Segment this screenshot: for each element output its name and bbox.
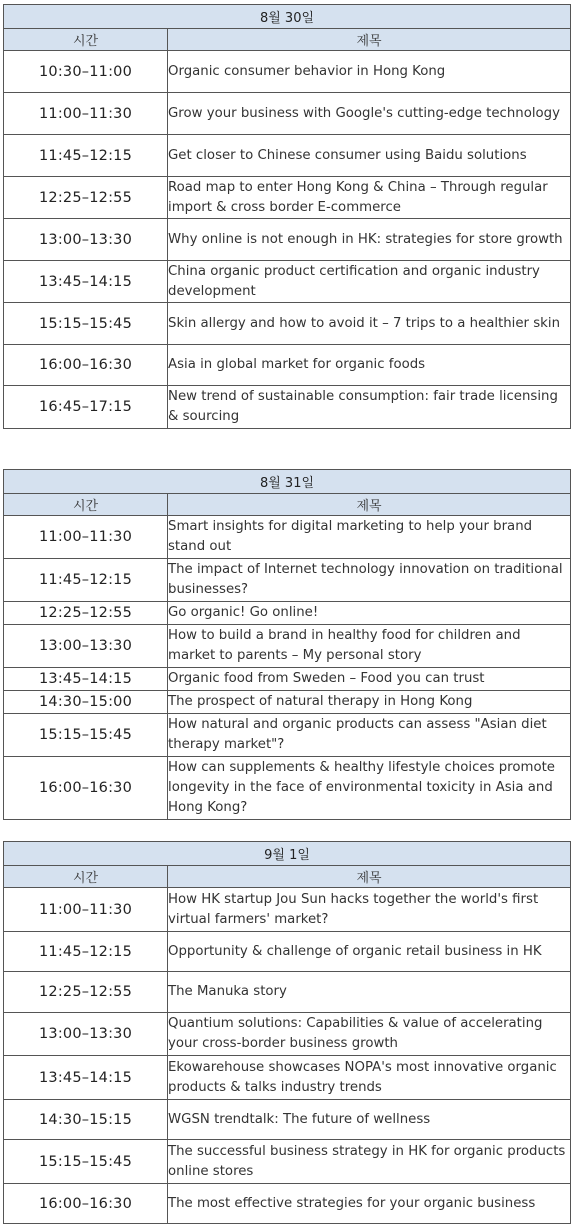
session-time: 11:45–12:15	[4, 135, 168, 177]
session-title: New trend of sustainable consumption: fair trade licensing & sourcing	[168, 386, 571, 429]
session-time: 13:45–14:15	[4, 1056, 168, 1100]
session-title: The most effective strategies for your organic business	[168, 1184, 571, 1224]
session-title: The successful business strategy in HK for organic products online stores	[168, 1140, 571, 1184]
session-time: 14:30–15:15	[4, 1100, 168, 1140]
time-column-header: 시간	[4, 866, 168, 888]
session-time: 11:00–11:30	[4, 93, 168, 135]
table-row	[4, 219, 571, 261]
table-row	[4, 303, 571, 345]
schedule-table-aug30	[3, 4, 571, 429]
session-time: 10:30–11:00	[4, 51, 168, 93]
table-row	[4, 261, 571, 303]
session-title: Opportunity & challenge of organic retail business in HK	[168, 932, 571, 972]
table-row	[4, 1013, 571, 1056]
session-title: How to build a brand in healthy food for children and market to parents – My personal story	[168, 625, 571, 668]
table-row	[4, 386, 571, 429]
session-time: 16:00–16:30	[4, 345, 168, 386]
session-title: The prospect of natural therapy in Hong Kong	[168, 691, 571, 714]
table-row	[4, 602, 571, 625]
session-time: 12:25–12:55	[4, 972, 168, 1013]
table-row	[4, 625, 571, 668]
table-row	[4, 1140, 571, 1184]
session-title: Quantium solutions: Capabilities & value of accelerating your cross-border business growth	[168, 1013, 571, 1056]
session-time: 15:15–15:45	[4, 714, 168, 757]
session-title: Ekowarehouse showcases NOPA's most innovative organic products & talks industry trends	[168, 1056, 571, 1100]
session-title: Go organic! Go online!	[168, 602, 571, 625]
session-time: 16:00–16:30	[4, 757, 168, 820]
session-time: 11:45–12:15	[4, 932, 168, 972]
time-column-header: 시간	[4, 494, 168, 516]
session-title: Asia in global market for organic foods	[168, 345, 571, 386]
session-time: 15:15–15:45	[4, 303, 168, 345]
session-title: Smart insights for digital marketing to help your brand stand out	[168, 516, 571, 559]
date-header: 8월 30일	[4, 5, 571, 29]
table-row	[4, 51, 571, 93]
session-time: 11:00–11:30	[4, 888, 168, 932]
session-time: 14:30–15:00	[4, 691, 168, 714]
session-title: The Manuka story	[168, 972, 571, 1013]
table-row	[4, 932, 571, 972]
session-title: Grow your business with Google's cutting-edge technology	[168, 93, 571, 135]
table-row	[4, 714, 571, 757]
session-title: WGSN trendtalk: The future of wellness	[168, 1100, 571, 1140]
table-row	[4, 1184, 571, 1224]
session-time: 16:00–16:30	[4, 1184, 168, 1224]
table-row	[4, 93, 571, 135]
session-title: How can supplements & healthy lifestyle choices promote longevity in the face of environmental toxicity in Asia and Hong Kong?	[168, 757, 571, 820]
table-row	[4, 757, 571, 820]
time-column-header: 시간	[4, 29, 168, 51]
session-title: Organic food from Sweden – Food you can trust	[168, 668, 571, 691]
session-time: 12:25–12:55	[4, 602, 168, 625]
table-row	[4, 1100, 571, 1140]
table-row	[4, 668, 571, 691]
session-title: The impact of Internet technology innovation on traditional businesses?	[168, 559, 571, 602]
table-row	[4, 135, 571, 177]
session-title: Why online is not enough in HK: strategies for store growth	[168, 219, 571, 261]
session-time: 11:45–12:15	[4, 559, 168, 602]
table-row	[4, 345, 571, 386]
session-title: How HK startup Jou Sun hacks together the world's first virtual farmers' market?	[168, 888, 571, 932]
table-row	[4, 1056, 571, 1100]
session-time: 13:45–14:15	[4, 668, 168, 691]
session-time: 13:45–14:15	[4, 261, 168, 303]
session-time: 13:00–13:30	[4, 1013, 168, 1056]
table-row	[4, 516, 571, 559]
table-row	[4, 691, 571, 714]
table-row	[4, 888, 571, 932]
session-title: Organic consumer behavior in Hong Kong	[168, 51, 571, 93]
session-title: Road map to enter Hong Kong & China – Through regular import & cross border E-commerce	[168, 177, 571, 219]
session-time: 15:15–15:45	[4, 1140, 168, 1184]
session-time: 11:00–11:30	[4, 516, 168, 559]
session-title: Get closer to Chinese consumer using Baidu solutions	[168, 135, 571, 177]
table-row	[4, 559, 571, 602]
session-title: How natural and organic products can assess "Asian diet therapy market"?	[168, 714, 571, 757]
schedule-table-sep1	[3, 841, 571, 1224]
title-column-header: 제목	[168, 866, 571, 888]
session-time: 12:25–12:55	[4, 177, 168, 219]
date-header: 8월 31일	[4, 470, 571, 494]
session-title: Skin allergy and how to avoid it – 7 trips to a healthier skin	[168, 303, 571, 345]
date-header: 9월 1일	[4, 842, 571, 866]
title-column-header: 제목	[168, 494, 571, 516]
table-row	[4, 972, 571, 1013]
session-time: 13:00–13:30	[4, 219, 168, 261]
title-column-header: 제목	[168, 29, 571, 51]
table-row	[4, 177, 571, 219]
session-title: China organic product certification and organic industry development	[168, 261, 571, 303]
session-time: 13:00–13:30	[4, 625, 168, 668]
schedule-table-aug31	[3, 469, 571, 820]
session-time: 16:45–17:15	[4, 386, 168, 429]
